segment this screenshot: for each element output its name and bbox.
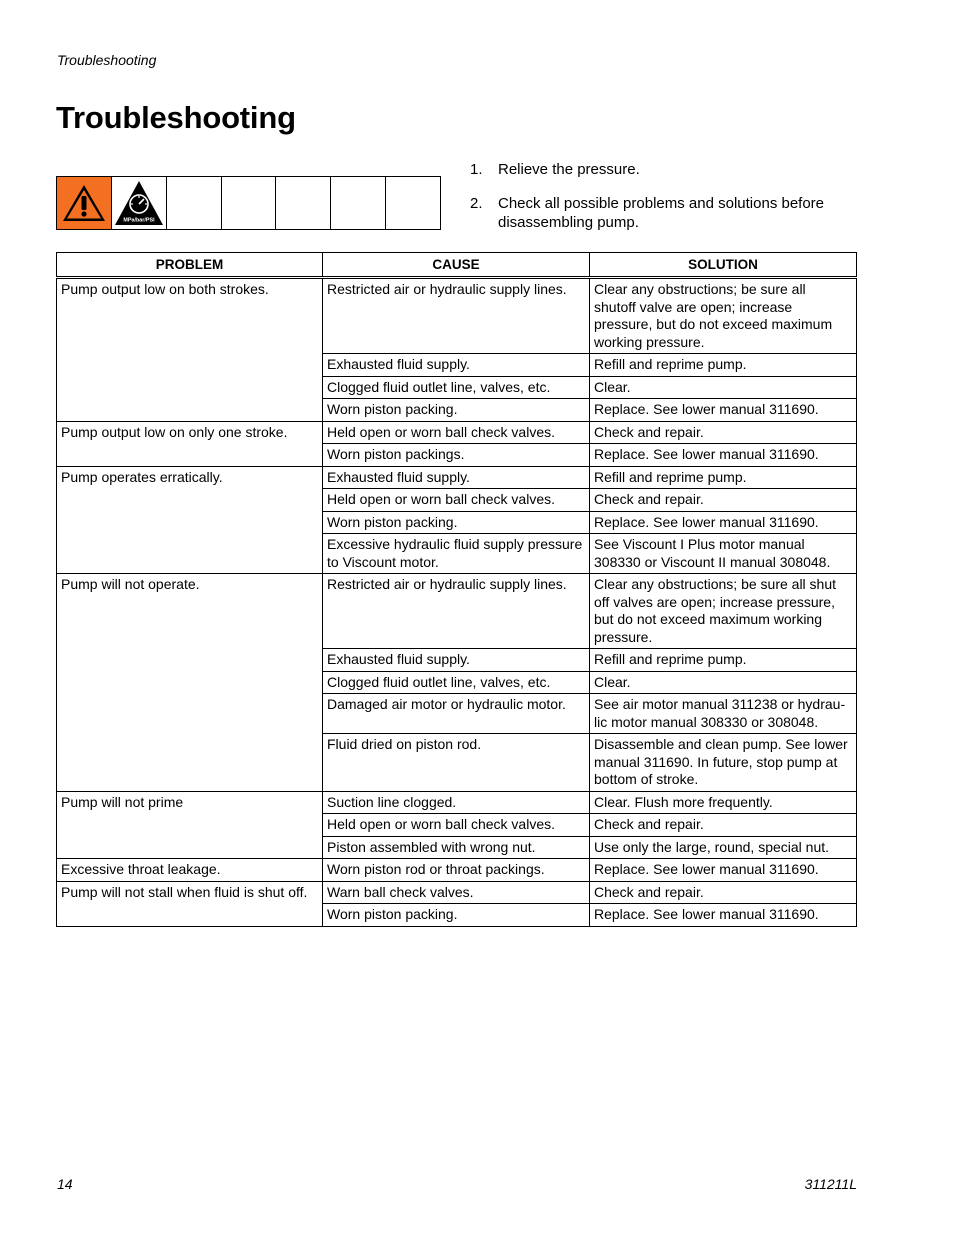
step-text: Relieve the pressure.	[498, 161, 640, 178]
warning-cell	[57, 177, 111, 229]
solution-cell: Replace. See lower manual 311690.	[590, 904, 857, 927]
empty-icon-cell	[330, 177, 385, 229]
table-row	[57, 881, 857, 904]
step-item	[470, 160, 870, 179]
empty-icon-cell	[221, 177, 276, 229]
cause-cell: Worn piston packings.	[323, 444, 590, 467]
cause-cell: Clogged fluid outlet line, valves, etc.	[323, 671, 590, 694]
header-solution: SOLUTION	[590, 253, 857, 278]
solution-cell: See Viscount I Plus motor manual 308330 or Viscount II manual 308048.	[590, 534, 857, 574]
pressure-cell	[111, 177, 166, 229]
solution-cell: Clear. Flush more frequently.	[590, 791, 857, 814]
empty-icon-cell	[275, 177, 330, 229]
cause-cell: Worn piston packing.	[323, 904, 590, 927]
cause-cell: Worn piston packing.	[323, 399, 590, 422]
table-row	[57, 574, 857, 649]
solution-cell: Refill and reprime pump.	[590, 649, 857, 672]
troubleshooting-table	[56, 252, 857, 927]
solution-cell: Check and repair.	[590, 421, 857, 444]
solution-cell: Clear.	[590, 376, 857, 399]
solution-cell: Disassemble and clean pump. See lower manual 311690. In future, stop pump at bottom of stroke.	[590, 734, 857, 792]
solution-cell: Clear any obstructions; be sure all shutoff valve are open; increase pressure, but do not exceed maximum working pressure.	[590, 278, 857, 354]
cause-cell: Suction line clogged.	[323, 791, 590, 814]
solution-cell: Check and repair.	[590, 489, 857, 512]
solution-cell: Replace. See lower manual 311690.	[590, 399, 857, 422]
header-problem: PROBLEM	[57, 253, 323, 278]
cause-cell: Exhausted fluid supply.	[323, 649, 590, 672]
solution-cell: Check and repair.	[590, 881, 857, 904]
cause-cell: Restricted air or hydraulic supply lines.	[323, 574, 590, 649]
cause-cell: Fluid dried on piston rod.	[323, 734, 590, 792]
step-number: 2.	[470, 195, 483, 212]
page-title: Troubleshooting	[56, 100, 296, 135]
solution-cell: Use only the large, round, special nut.	[590, 836, 857, 859]
cause-cell: Worn piston packing.	[323, 511, 590, 534]
problem-cell: Pump output low on both strokes.	[57, 278, 323, 422]
cause-cell: Held open or worn ball check valves.	[323, 489, 590, 512]
header-cause: CAUSE	[323, 253, 590, 278]
solution-cell: Clear any obstructions; be sure all shut off valves are open; increase pressure, but do not exceed maximum working pressure.	[590, 574, 857, 649]
step-number: 1.	[470, 161, 483, 178]
problem-cell: Pump will not stall when fluid is shut off.	[57, 881, 323, 926]
problem-cell: Pump will not prime	[57, 791, 323, 859]
page-number: 14	[57, 1176, 73, 1192]
cause-cell: Held open or worn ball check valves.	[323, 814, 590, 837]
solution-cell: Replace. See lower manual 311690.	[590, 444, 857, 467]
empty-icon-cell	[166, 177, 221, 229]
table-row	[57, 859, 857, 882]
problem-cell: Pump will not operate.	[57, 574, 323, 792]
cause-cell: Damaged air motor or hydraulic motor.	[323, 694, 590, 734]
safety-icon-strip	[56, 176, 441, 230]
pressure-gauge-icon	[114, 180, 164, 226]
cause-cell: Held open or worn ball check valves.	[323, 421, 590, 444]
solution-cell: Replace. See lower manual 311690.	[590, 859, 857, 882]
warning-triangle-icon	[61, 183, 107, 223]
table-row	[57, 466, 857, 489]
empty-icon-cell	[385, 177, 440, 229]
cause-cell: Warn ball check valves.	[323, 881, 590, 904]
solution-cell: See air motor manual 311238 or hydrau-lic motor manual 308330 or 308048.	[590, 694, 857, 734]
procedure-steps	[470, 160, 870, 247]
step-text: Check all possible problems and solutions before disassembling pump.	[498, 195, 825, 231]
solution-cell: Check and repair.	[590, 814, 857, 837]
running-header: Troubleshooting	[57, 52, 157, 68]
cause-cell: Piston assembled with wrong nut.	[323, 836, 590, 859]
problem-cell: Pump output low on only one stroke.	[57, 421, 323, 466]
table-row	[57, 791, 857, 814]
cause-cell: Excessive hydraulic fluid supply pressure to Viscount motor.	[323, 534, 590, 574]
pressure-units-label: MPa/bar/PSI	[123, 217, 155, 224]
solution-cell: Refill and reprime pump.	[590, 354, 857, 377]
solution-cell: Refill and reprime pump.	[590, 466, 857, 489]
table-row	[57, 278, 857, 354]
cause-cell: Clogged fluid outlet line, valves, etc.	[323, 376, 590, 399]
table-header-row	[57, 253, 857, 278]
solution-cell: Clear.	[590, 671, 857, 694]
cause-cell: Restricted air or hydraulic supply lines.	[323, 278, 590, 354]
document-number: 311211L	[804, 1176, 857, 1192]
problem-cell: Excessive throat leakage.	[57, 859, 323, 882]
cause-cell: Worn piston rod or throat packings.	[323, 859, 590, 882]
table-row	[57, 421, 857, 444]
solution-cell: Replace. See lower manual 311690.	[590, 511, 857, 534]
problem-cell: Pump operates erratically.	[57, 466, 323, 574]
cause-cell: Exhausted fluid supply.	[323, 466, 590, 489]
cause-cell: Exhausted fluid supply.	[323, 354, 590, 377]
step-item	[470, 194, 870, 232]
